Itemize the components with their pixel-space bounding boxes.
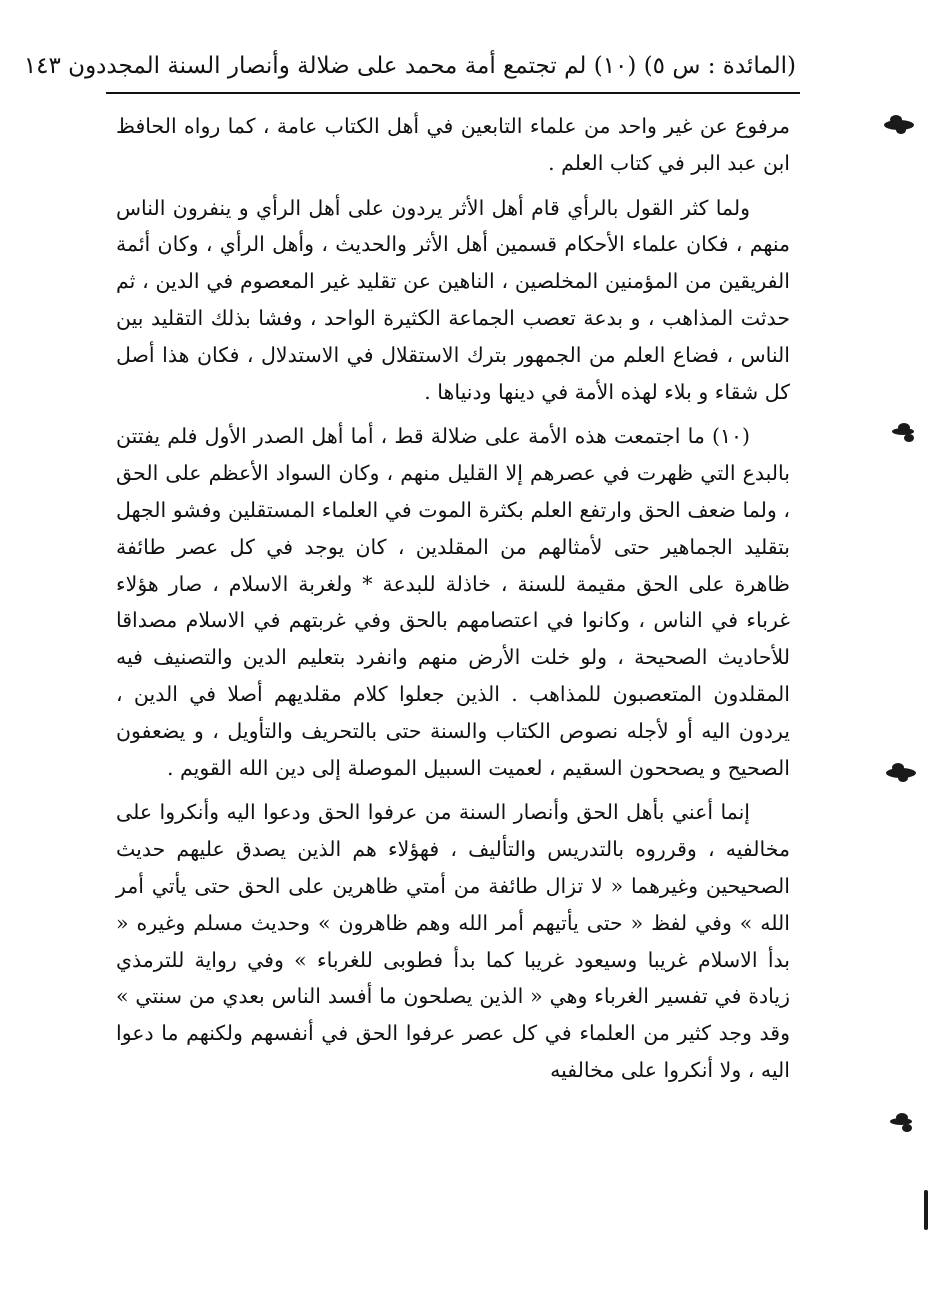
page-body [116, 108, 790, 1097]
scan-mark-1 [884, 120, 914, 130]
scan-mark-3 [886, 768, 916, 778]
paragraph-2: ولما كثر القول بالرأي قام أهل الأثر يردون على أهل الرأي و ينفرون الناس منهم ، فكان علماء الأحكام قسمين أهل الأثر والحديث ، وأهل الرأي ، وكان أئمة الفريقين من المؤمنين المخلصين ، الناهين عن تقليد غير المعصوم في الدين ، ثم حدثت المذاهب ، و بدعة تعصب الجماعة الكثيرة الواحد ، وفشا بذلك التقليد بين الناس ، فضاع العلم من الجمهور بترك الاستقلال في الاستدلال ، فكان هذا أصل كل شقاء و بلاء لهذه الأمة في دينها ودنياها . [116, 195, 790, 404]
running-header: (المائدة : س ٥) (١٠) لم تجتمع أمة محمد على ضلالة وأنصار السنة المجددون ١٤٣ [23, 53, 796, 79]
header-rule [106, 92, 800, 94]
paragraph-3: (١٠) ما اجتمعت هذه الأمة على ضلالة قط ، أما أهل الصدر الأول فلم يفتتن بالبدع التي ظهرت في عصرهم إلا القليل منهم ، وكان السواد الأعظم على الحق ، ولما ضعف الحق وارتفع العلم بكثرة الموت في العلماء المستقلين وفشو الجهل بتقليد الجماهير حتى لأمثالهم من المقلدين ، كان يوجد في كل عصر طائفة ظاهرة على الحق مقيمة للسنة ، خاذلة للبدعة * ولغربة الاسلام ، صار هؤلاء غرباء في الناس ، وكانوا في اعتصامهم بالحق وفي غربتهم في الاسلام مصداقا للأحاديث الصحيحة ، ولو خلت الأرض منهم وانفرد بتعليم الدين والتصنيف فيه المقلدون المتعصبون للمذاهب . الذين جعلوا كلام مقلديهم أصلا في الدين ، يردون اليه أو لأجله نصوص الكتاب والسنة حتى بالتحريف والتأويل ، و يضعفون الصحيح و يصححون السقيم ، لعميت السبيل الموصلة إلى دين الله القويم . [116, 424, 790, 780]
paragraph-1: مرفوع عن غير واحد من علماء التابعين في أهل الكتاب عامة ، كما رواه الحافظ ابن عبد البر في كتاب العلم . [116, 114, 790, 175]
paragraph-4: إنما أعني بأهل الحق وأنصار السنة من عرفوا الحق ودعوا اليه وأنكروا على مخالفيه ، وقرروه بالتدريس والتأليف ، فهؤلاء هم الذين يصدق عليهم حديث الصحيحين وغيرهما « لا تزال طائفة من أمتي ظاهرين على الحق حتى يأتي أمر الله » وفي لفظ « حتى يأتيهم أمر الله وهم ظاهرون » وحديث مسلم وغيره « بدأ الاسلام غريبا وسيعود غريبا كما بدأ فطوبى للغرباء » وفي رواية للترمذي زيادة في تفسير الغرباء وهي « الذين يصلحون ما أفسد الناس بعدي من سنتي » وقد وجد كثير من العلماء في كل عصر عرفوا الحق في أنفسهم ولكنهم ما دعوا اليه ، ولا أنكروا على مخالفيه [116, 800, 790, 1082]
scan-mark-2 [892, 428, 914, 435]
scan-edge-mark [924, 1190, 928, 1230]
scan-mark-4 [890, 1118, 912, 1125]
